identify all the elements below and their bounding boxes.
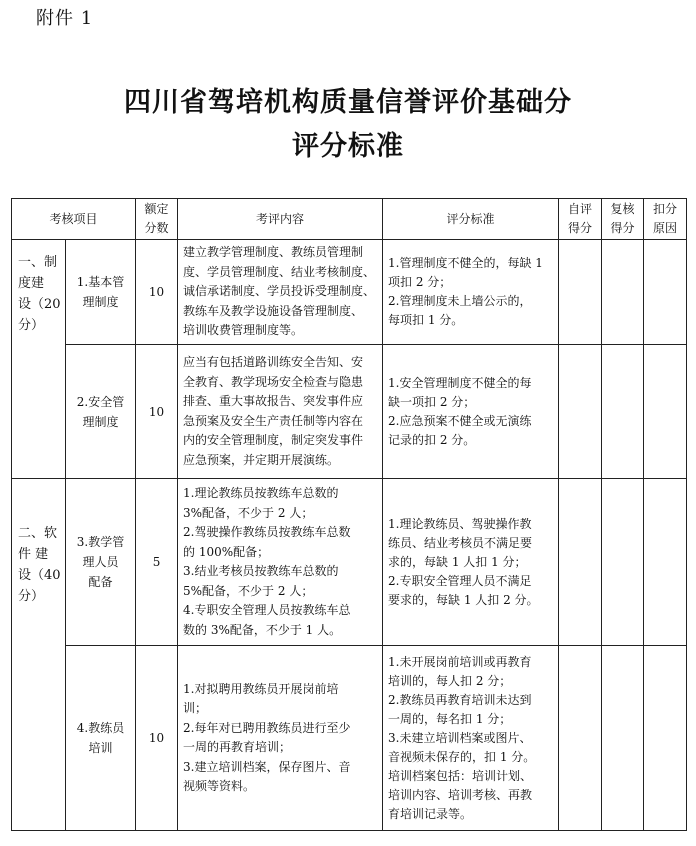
criteria-line: 2.专职安全管理人员不满足 [388,573,532,588]
content-line: 的 100%配备； [183,544,270,559]
criteria-cell [383,345,559,479]
header-self-score [559,199,602,240]
criteria-line: 2.管理制度未上墙公示的， [388,294,532,308]
criteria-line: 练员、结业考核员不满足要 [388,535,533,550]
item-line: 4.教练员 [76,721,125,735]
criteria-line: 1.安全管理制度不健全的每 [388,375,532,390]
item-line: 1.基本管 [76,275,125,289]
score-cell: 10 [136,646,178,831]
content-line: 4.专职安全管理人员按教练车总 [183,603,351,617]
score-cell: 10 [136,345,178,479]
item-line: 理制度 [82,295,119,309]
review-score-field[interactable] [602,479,644,646]
self-score-field[interactable] [559,345,602,479]
item-cell [66,479,136,646]
criteria-line: 2.应急预案不健全或无演练 [388,413,532,428]
score-cell: 5 [136,479,178,646]
criteria-line: 音视频未保存的，扣 1 分。 [388,749,536,764]
item-cell [66,345,136,479]
content-line: 3.建立培训档案，保存图片、音 [183,759,351,774]
content-line: 1.理论教练员按教练车总数的 [183,486,339,500]
header-deduction-reason-line2: 原因 [653,221,678,235]
header-rated-score-line2: 分数 [144,221,169,235]
content-line: 建立教学管理制度、教练员管理制 [183,245,364,260]
deduction-reason-field[interactable] [644,345,687,479]
item-cell [66,240,136,345]
content-line: 3%配备，不少于 2 人； [183,505,314,520]
self-score-field[interactable] [559,479,602,646]
item-line: 配备 [88,575,113,589]
category-line: 件 建 [18,547,49,562]
content-line: 训； [183,701,208,715]
content-line: 视频等资料。 [183,779,256,793]
criteria-line: 要求的，每缺 1 人扣 2 分。 [388,592,539,607]
content-line: 数的 3%配备，不少于 1 人。 [183,622,342,637]
criteria-line: 培训档案包括：培训计划、 [388,768,533,783]
annex-label: 附件 1 [36,8,94,29]
content-line: 诚信承诺制度、学员投诉受理制度、 [183,284,376,299]
item-line: 3.教学管 [76,535,125,549]
criteria-line: 1.未开展岗前培训或再教育 [388,654,532,669]
content-line: 教练车及教学设施设备管理制度、 [183,303,364,318]
content-line: 全教育、教学现场安全检查与隐患 [183,374,364,389]
criteria-line: 培训内容、培训考核、再教 [388,787,533,802]
category-cell [12,240,66,479]
header-self-score-line2: 得分 [568,221,593,235]
content-line: 急预案及安全生产责任制等内容在 [183,413,364,428]
category-line: 设（40 [18,568,61,583]
item-line: 培训 [88,741,113,755]
header-deduction-reason-line1: 扣分 [653,202,678,216]
header-review-score-line2: 得分 [610,221,635,235]
table-row [12,240,687,345]
criteria-cell [383,646,559,831]
content-line: 应当有包括道路训练安全告知、安 [183,355,364,369]
category-line: 设（20 [18,297,61,312]
content-line: 度、学员管理制度、结业考核制度、 [183,264,376,279]
review-score-field[interactable] [602,646,644,831]
criteria-line: 2.教练员再教育培训未达到 [388,692,532,707]
header-deduction-reason [644,199,687,240]
content-line: 内的安全管理制度，制定突发事件 [183,433,364,447]
item-line: 理人员 [82,555,119,569]
content-line: 应急预案，并定期开展演练。 [183,452,340,467]
content-line: 2.驾驶操作教练员按教练车总数 [183,525,351,539]
content-cell [178,240,383,345]
header-review-score [602,199,644,240]
header-assessment-item: 考核项目 [12,199,136,240]
category-line: 分） [18,589,45,604]
criteria-cell [383,240,559,345]
document-title: 四川省驾培机构质量信誉评价基础分 [124,87,572,118]
content-cell [178,479,383,646]
content-cell [178,345,383,479]
deduction-reason-field[interactable] [644,479,687,646]
criteria-line: 记录的扣 2 分。 [388,432,476,447]
review-score-field[interactable] [602,240,644,345]
category-line: 分） [18,318,45,333]
criteria-line: 项扣 2 分； [388,275,452,289]
content-line: 3.结业考核员按教练车总数的 [183,564,339,578]
content-cell [178,646,383,831]
self-score-field[interactable] [559,646,602,831]
content-line: 培训收费管理制度等。 [183,323,304,338]
criteria-line: 每项扣 1 分。 [388,313,464,327]
criteria-line: 一周的，每名扣 1 分； [388,711,512,726]
item-cell [66,646,136,831]
score-cell: 10 [136,240,178,345]
criteria-line: 育培训记录等。 [388,806,473,821]
header-evaluation-content: 考评内容 [178,199,383,240]
deduction-reason-field[interactable] [644,646,687,831]
criteria-line: 1.管理制度不健全的，每缺 1 [388,256,543,270]
category-line: 二、软 [18,526,58,541]
header-scoring-criteria: 评分标准 [383,199,559,240]
header-rated-score [136,199,178,240]
item-line: 理制度 [82,414,119,429]
document-subtitle: 评分标准 [292,131,404,162]
criteria-cell [383,479,559,646]
content-line: 一周的再教育培训； [183,740,292,754]
table-row [12,479,687,646]
content-line: 2.每年对已聘用教练员进行至少 [183,720,351,735]
content-line: 5%配备，不少于 2 人； [183,583,314,598]
criteria-line: 3.未建立培训档案或图片、 [388,730,532,745]
category-cell [12,479,66,831]
review-score-field[interactable] [602,345,644,479]
criteria-line: 1.理论教练员、驾驶操作教 [388,516,532,531]
criteria-line: 培训的，每人扣 2 分； [388,673,512,688]
header-self-score-line1: 自评 [568,202,593,216]
table-row [12,646,687,831]
header-review-score-line1: 复核 [610,202,635,216]
criteria-line: 求的，每缺 1 人扣 1 分； [388,554,527,569]
category-line: 度建 [18,276,45,291]
header-rated-score-line1: 额定 [144,202,169,216]
item-line: 2.安全管 [76,394,125,409]
category-line: 一、制 [18,255,58,270]
deduction-reason-field[interactable] [644,240,687,345]
table-row [12,345,687,479]
self-score-field[interactable] [559,240,602,345]
scoring-table [11,198,687,831]
criteria-line: 缺一项扣 2 分； [388,394,476,409]
table-header-row [12,199,687,240]
content-line: 排查、重大事故报告、突发事件应 [183,394,364,408]
content-line: 1.对拟聘用教练员开展岗前培 [183,681,339,696]
